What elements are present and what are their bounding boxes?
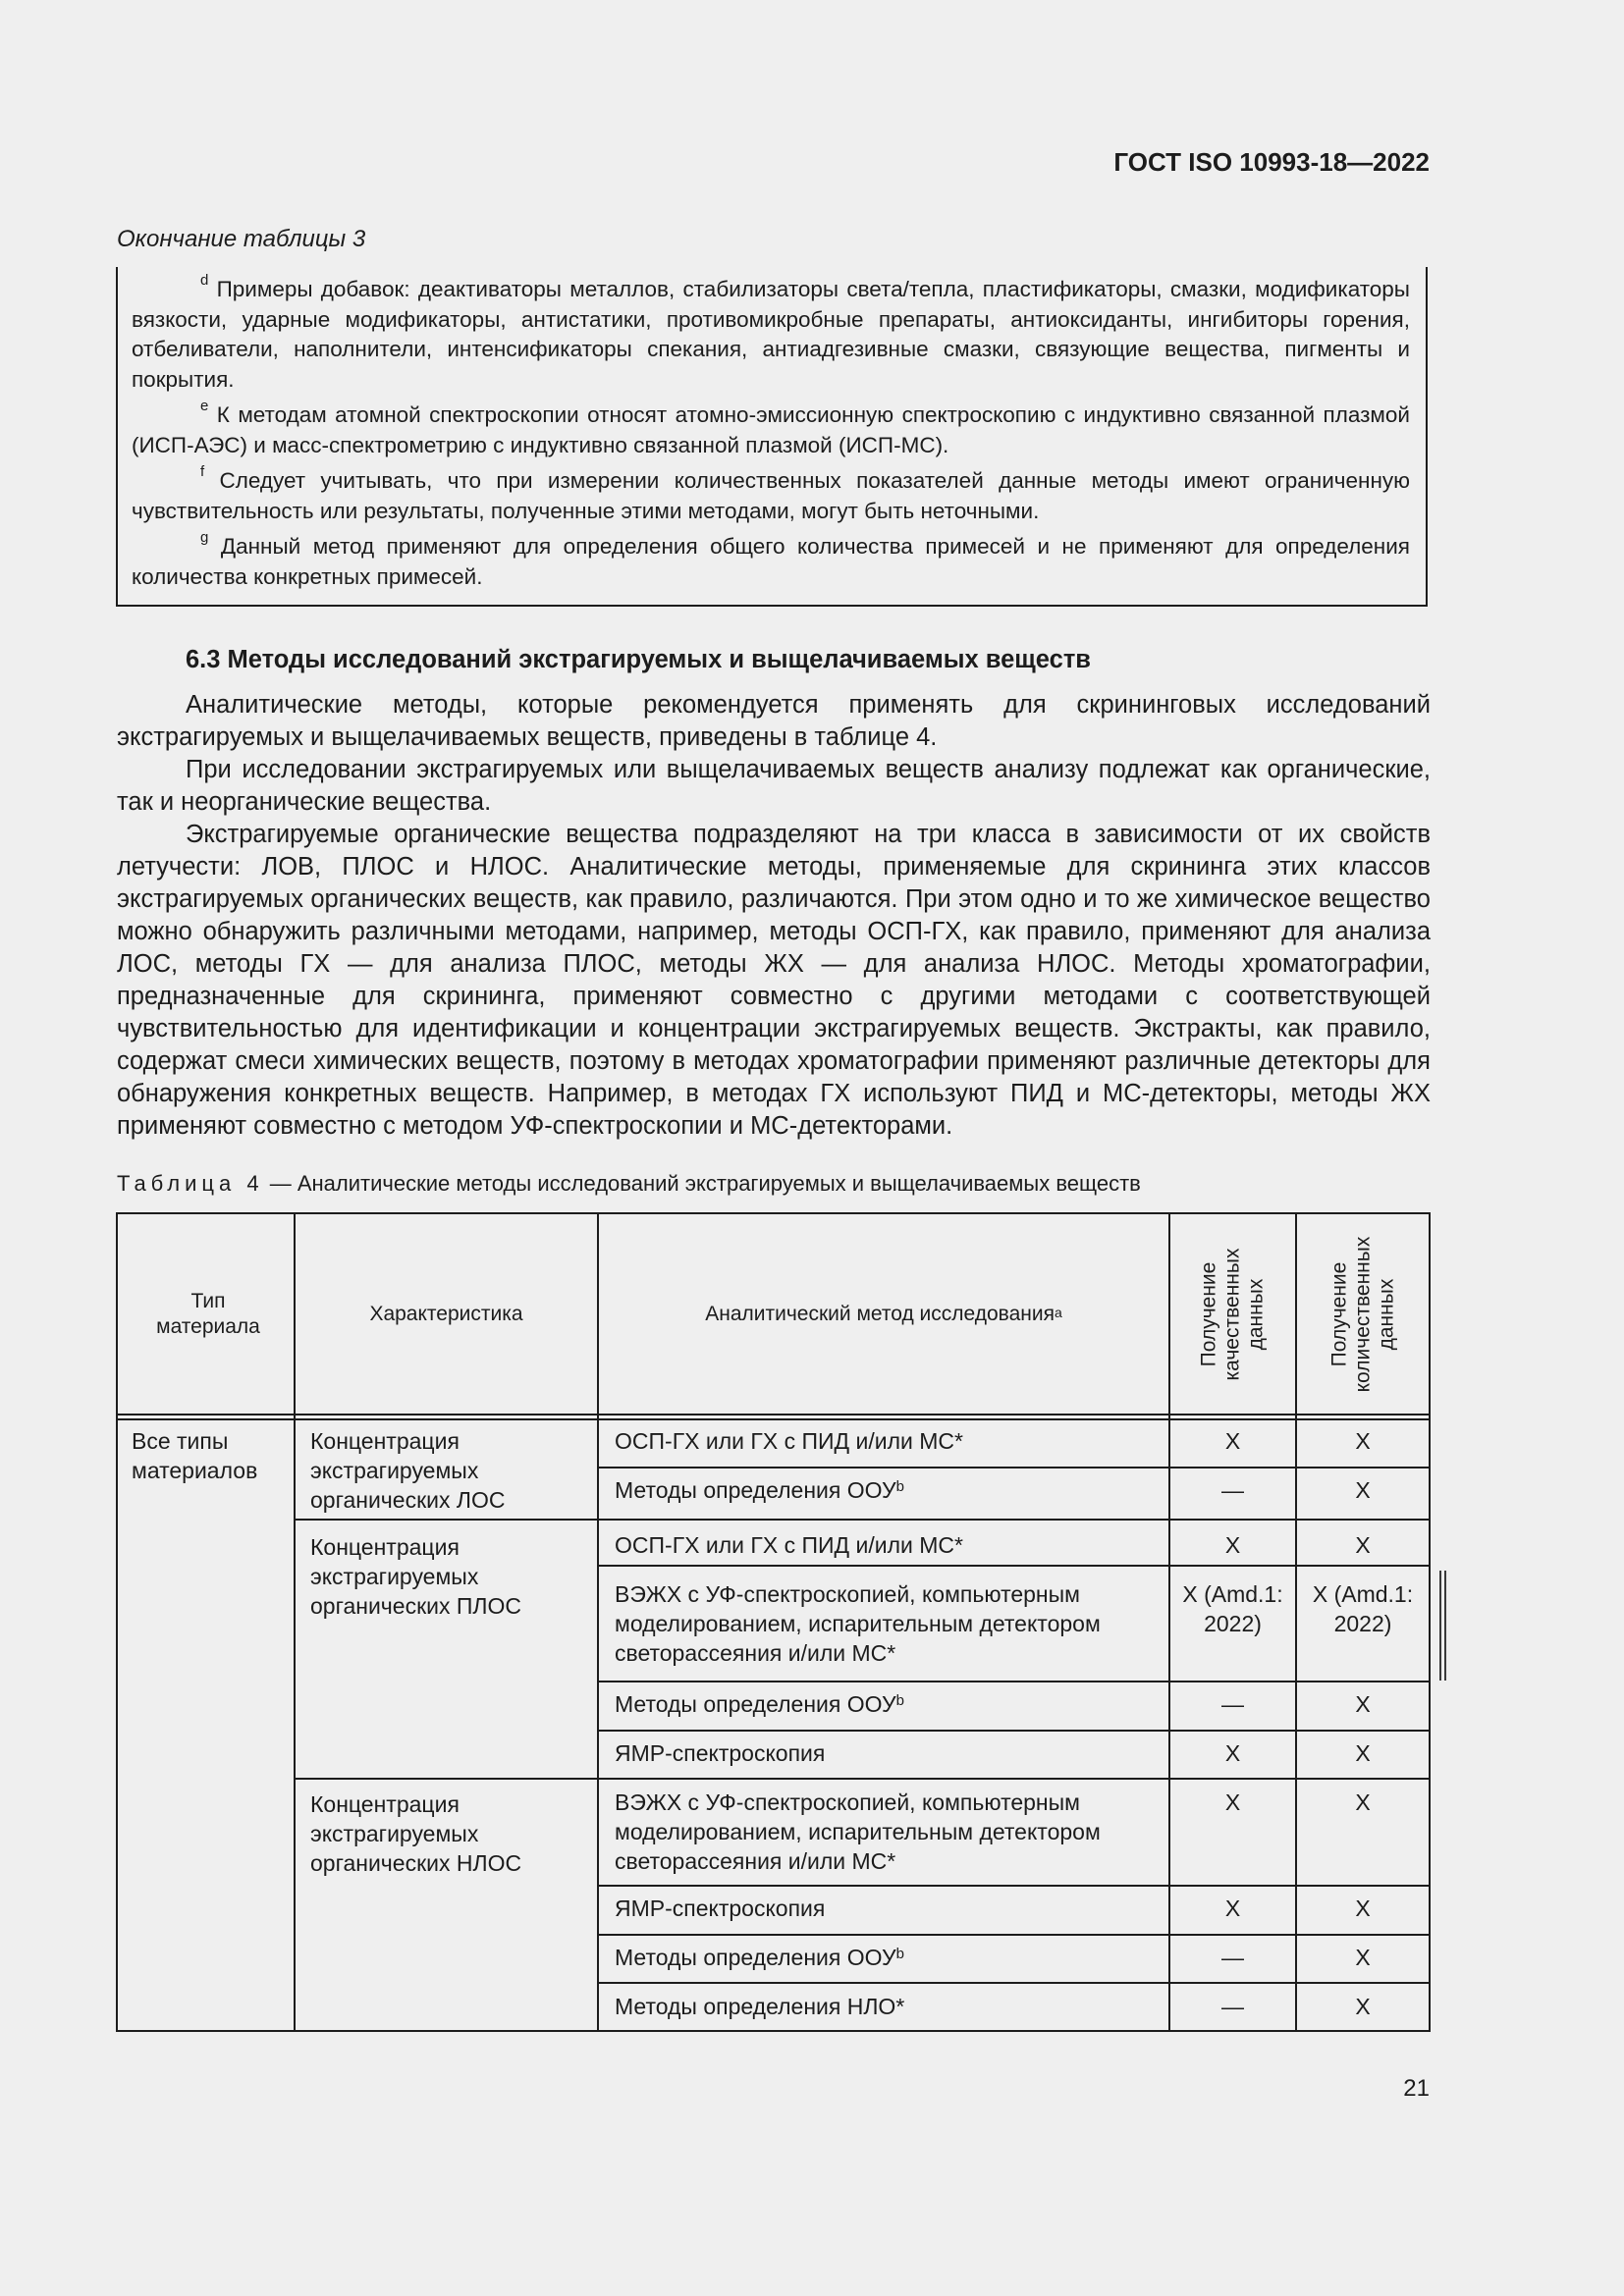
method-text: ВЭЖХ с УФ-спектроскопией, компьютерным моделированием, испарительным детектором светорассеяния и/или МС* [615, 1789, 1101, 1874]
quantitative-value: X [1355, 1428, 1371, 1454]
header-method [599, 1214, 1168, 1414]
group-rule [294, 1778, 1429, 1780]
paragraph: При исследовании экстрагируемых или выщелачиваемых веществ анализу подлежат как органические, так и неорганические вещества. [117, 756, 1431, 816]
row-rule [597, 1982, 1429, 1984]
header-characteristic: Характеристика [369, 1302, 523, 1325]
method-cell [615, 1738, 1164, 1768]
table-4-caption [117, 1171, 1141, 1197]
method-text: ВЭЖХ с УФ-спектроскопией, компьютерным моделированием, испарительным детектором светорассеяния и/или МС* [615, 1581, 1101, 1666]
document-code: ГОСТ ISO 10993-18—2022 [1113, 147, 1430, 177]
footnote-e [132, 400, 1410, 460]
section-heading: 6.3 Методы исследований экстрагируемых и выщелачиваемых веществ [186, 646, 1091, 673]
method-text: Методы определения ООУ [615, 1477, 896, 1503]
qualitative-value: X [1224, 1532, 1241, 1558]
qualitative-value: — [1221, 1994, 1244, 2019]
method-text: Методы определения ООУ [615, 1945, 896, 1970]
method-text: ЯМР-спектроскопия [615, 1740, 826, 1766]
footnote-f [132, 463, 1410, 526]
row-rule [597, 1934, 1429, 1936]
paragraph: Экстрагируемые органические вещества подразделяют на три класса в зависимости от их свойств летучести: ЛОВ, ПЛОС и НЛОС. Аналитические методы, применяемые для скрининга этих классов экстрагируемых органических веществ, как правило, различаются. При этом одно и то же химическое вещество можно обнаружить различными методами, например, методы ОСП-ГХ, как правило, применяют для анализа ЛОС, методы ГХ — для анализа ПЛОС, методы ЖХ — для анализа НЛОС. Методы хроматографии, предназначенные для скрининга, применяют совместно с другими методами с соответствующей чувствительностью для идентификации и концентрации экстрагируемых веществ. Экстракты, как правило, содержат смеси химических веществ, поэтому в методах хроматографии применяют различные детекторы для обнаружения конкретных веществ. Например, в методах ГХ используют ПИД и МС-детекторы, методы ЖХ применяют совместно с методом УФ-спектроскопии и МС-детекторами. [117, 821, 1431, 1140]
footnote-text: Следует учитывать, что при измерении количественных показателей данные методы имеют ограниченную чувствительность или результаты, полученные этими методами, могут быть неточными. [132, 468, 1410, 523]
header-qualitative [1170, 1214, 1295, 1414]
quantitative-value: X [1355, 1691, 1371, 1717]
page-number: 21 [1403, 2075, 1430, 2102]
footnote-text: Примеры добавок: деактиваторы металлов, стабилизаторы света/тепла, пластификаторы, смазки, модификаторы вязкости, ударные модификаторы, антистатики, противомикробные препараты, антиоксиданты, ингибиторы горения, отбеливатели, наполнители, интенсификаторы спекания, антиадгезивные смазки, связующие вещества, пигменты и покрытия. [132, 277, 1410, 392]
method-cell [615, 1943, 1164, 1972]
quantitative-value: X [1355, 1532, 1371, 1558]
material-type-cell: Все типы материалов [132, 1428, 258, 1483]
method-text: Методы определения ООУ [615, 1691, 896, 1717]
method-text: ОСП-ГХ или ГХ с ПИД и/или МС* [615, 1532, 963, 1558]
row-rule [597, 1467, 1429, 1468]
header-method-text: Аналитический метод исследования [705, 1302, 1055, 1325]
method-cell [615, 1530, 1164, 1560]
footnote-mark: a [1054, 1304, 1062, 1320]
table-continuation-label: Окончание таблицы 3 [117, 226, 366, 252]
quantitative-value: X [1355, 1896, 1371, 1921]
row-rule [597, 1565, 1429, 1567]
footnote-mark: d [200, 272, 209, 289]
qualitative-value: X [1224, 1789, 1241, 1815]
method-cell [615, 1689, 1164, 1719]
quantitative-value: X [1355, 1994, 1371, 2019]
row-rule [597, 1681, 1429, 1682]
method-cell [615, 1894, 1164, 1923]
section-6-3 [117, 644, 1431, 1143]
quantitative-value: X [1355, 1945, 1371, 1970]
qualitative-value: X [1224, 1740, 1241, 1766]
group-rule [294, 1519, 1429, 1521]
footnote-text: К методам атомной спектроскопии относят атомно-эмиссионную спектроскопию с индуктивно связанной плазмой (ИСП-АЭС) и масс-спектрометрию с индуктивно связанной плазмой (ИСП-МС). [132, 402, 1410, 457]
header-material-type: Тип материала [156, 1289, 260, 1338]
qualitative-value: X [1224, 1428, 1241, 1454]
row-rule [597, 1885, 1429, 1887]
amendment-change-bar [1439, 1571, 1441, 1681]
qualitative-value: — [1221, 1477, 1244, 1503]
qualitative-value: — [1221, 1945, 1244, 1970]
method-cell [615, 1426, 1164, 1456]
method-cell [615, 1992, 1164, 2021]
characteristic-cell: Концентрация экстрагируемых органических ПЛОС [310, 1534, 522, 1619]
footnote-d [132, 272, 1410, 395]
quantitative-value: X [1355, 1740, 1371, 1766]
footnote-mark: b [895, 1946, 904, 1962]
method-text: ОСП-ГХ или ГХ с ПИД и/или МС* [615, 1428, 963, 1454]
footnote-mark: e [200, 398, 209, 414]
qualitative-value: X [1224, 1896, 1241, 1921]
row-rule [597, 1730, 1429, 1732]
table-3-footnotes [116, 267, 1428, 607]
characteristic-cell: Концентрация экстрагируемых органических НЛОС [310, 1791, 522, 1876]
table-4 [116, 1212, 1431, 2032]
header-rule [118, 1418, 1429, 1420]
header-rule [118, 1414, 1429, 1415]
method-text: ЯМР-спектроскопия [615, 1896, 826, 1921]
footnote-mark: g [200, 529, 209, 546]
quantitative-value: X [1355, 1789, 1371, 1815]
header-quantitative [1297, 1214, 1429, 1414]
method-cell [615, 1475, 1164, 1505]
footnote-mark: b [895, 1478, 904, 1495]
qualitative-value: — [1221, 1691, 1244, 1717]
characteristic-cell: Концентрация экстрагируемых органических ЛОС [310, 1428, 506, 1513]
footnote-text: Данный метод применяют для определения общего количества примесей и не применяют для определения количества конкретных примесей. [132, 534, 1410, 589]
header-quantitative-text: Получение количественных данных [1327, 1236, 1397, 1392]
method-cell [615, 1788, 1164, 1876]
qualitative-value: X (Amd.1: 2022) [1182, 1581, 1283, 1636]
quantitative-value: X (Amd.1: 2022) [1312, 1581, 1414, 1636]
method-cell [615, 1579, 1164, 1668]
footnote-g [132, 529, 1410, 592]
table-caption-label: Таблица 4 [117, 1171, 264, 1196]
table-caption-text: — Аналитические методы исследований экстрагируемых и выщелачиваемых веществ [263, 1171, 1141, 1196]
amendment-change-bar [1444, 1571, 1446, 1681]
header-qualitative-text: Получение качественных данных [1197, 1248, 1268, 1380]
footnote-mark: f [200, 463, 205, 480]
footnote-mark: b [895, 1692, 904, 1709]
quantitative-value: X [1355, 1477, 1371, 1503]
paragraph: Аналитические методы, которые рекомендуется применять для скрининговых исследований экстрагируемых и выщелачиваемых веществ, приведены в таблице 4. [117, 691, 1431, 751]
method-text: Методы определения НЛО* [615, 1994, 905, 2019]
